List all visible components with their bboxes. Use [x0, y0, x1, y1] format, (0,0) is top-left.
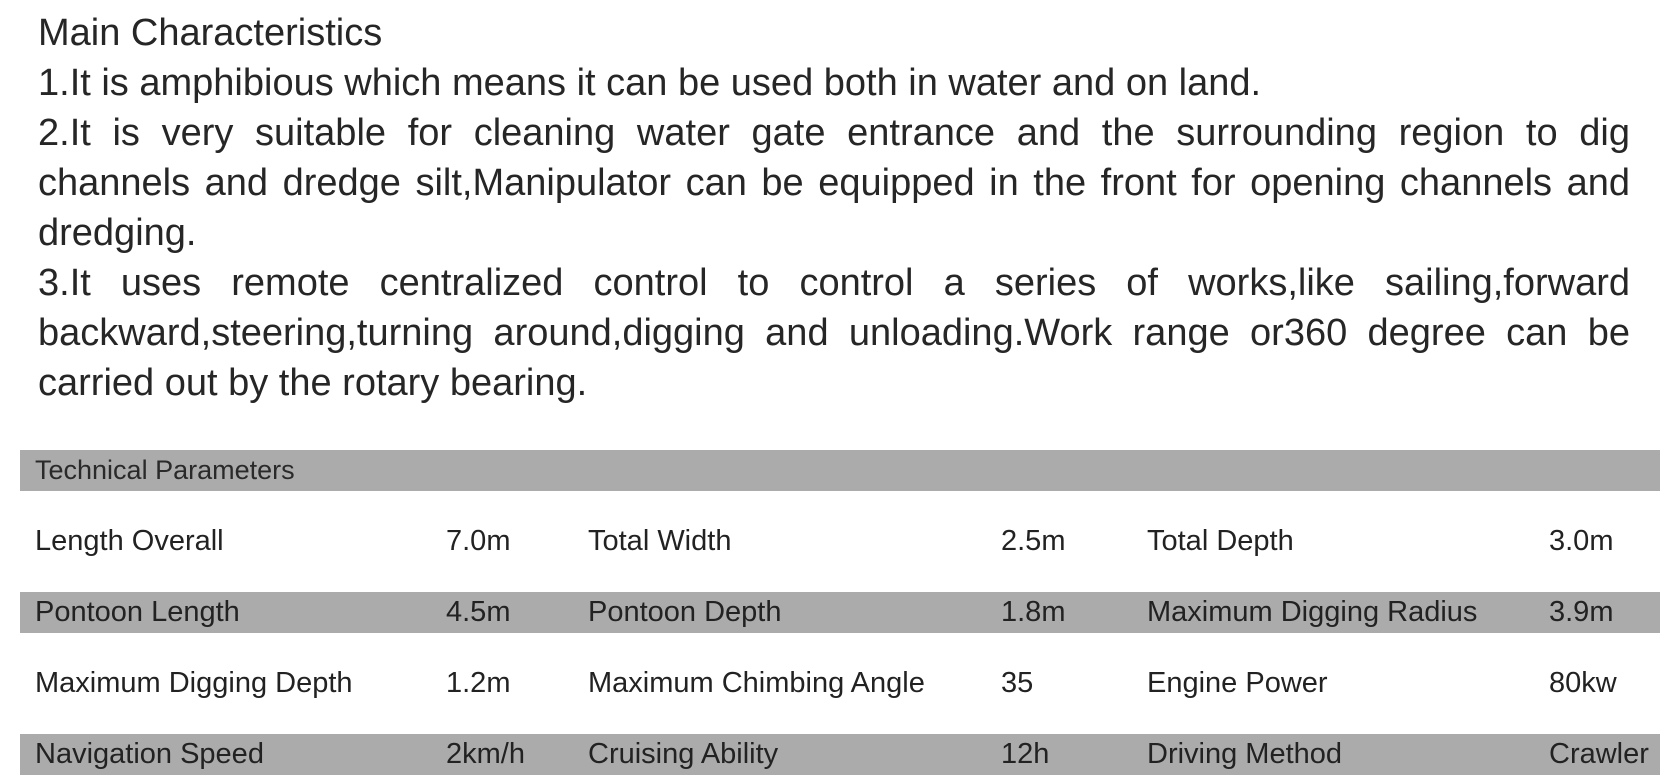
param-value: 1.2m	[446, 667, 511, 699]
param-value: 12h	[1001, 738, 1050, 770]
main-characteristics-section	[38, 8, 1630, 408]
param-label: Maximum Digging Depth	[35, 667, 353, 699]
section-heading: Main Characteristics	[38, 12, 383, 54]
characteristic-item-1: 1.It is amphibious which means it can be used both in water and on land.	[38, 62, 1262, 104]
param-value: 7.0m	[446, 525, 511, 557]
table-header: Technical Parameters	[20, 450, 1660, 491]
param-label: Navigation Speed	[35, 738, 264, 770]
characteristic-item-3: 3.It uses remote centralized control to control a series of works,like sailing,forward backward,steering,turning around,digging and unloading.Work range or360 degree can be carried out by the rotary bearing.	[38, 262, 1630, 404]
param-label: Total Depth	[1147, 525, 1294, 557]
param-value: 1.8m	[1001, 596, 1066, 628]
param-value: 80kw	[1549, 667, 1617, 699]
param-value: 3.0m	[1549, 525, 1614, 557]
param-label: Total Width	[588, 525, 732, 557]
param-label: Maximum Digging Radius	[1147, 596, 1478, 628]
table-row	[20, 734, 1660, 775]
param-value: 3.9m	[1549, 596, 1614, 628]
param-label: Pontoon Depth	[588, 596, 782, 628]
param-label: Pontoon Length	[35, 596, 240, 628]
table-row	[20, 521, 1660, 562]
param-label: Engine Power	[1147, 667, 1328, 699]
param-value: 2km/h	[446, 738, 525, 770]
param-label: Length Overall	[35, 525, 224, 557]
param-label: Maximum Chimbing Angle	[588, 667, 925, 699]
technical-parameters-table	[20, 450, 1660, 775]
param-value: 2.5m	[1001, 525, 1066, 557]
param-value: 4.5m	[446, 596, 511, 628]
param-label: Cruising Ability	[588, 738, 779, 770]
table-row	[20, 592, 1660, 633]
characteristic-item-2: 2.It is very suitable for cleaning water gate entrance and the surrounding region to dig channels and dredge silt,Manipulator can be equipped in the front for opening channels and dredging.	[38, 112, 1630, 254]
param-value: 35	[1001, 667, 1034, 699]
param-value: Crawler	[1549, 738, 1649, 770]
param-label: Driving Method	[1147, 738, 1343, 770]
table-row	[20, 663, 1660, 704]
